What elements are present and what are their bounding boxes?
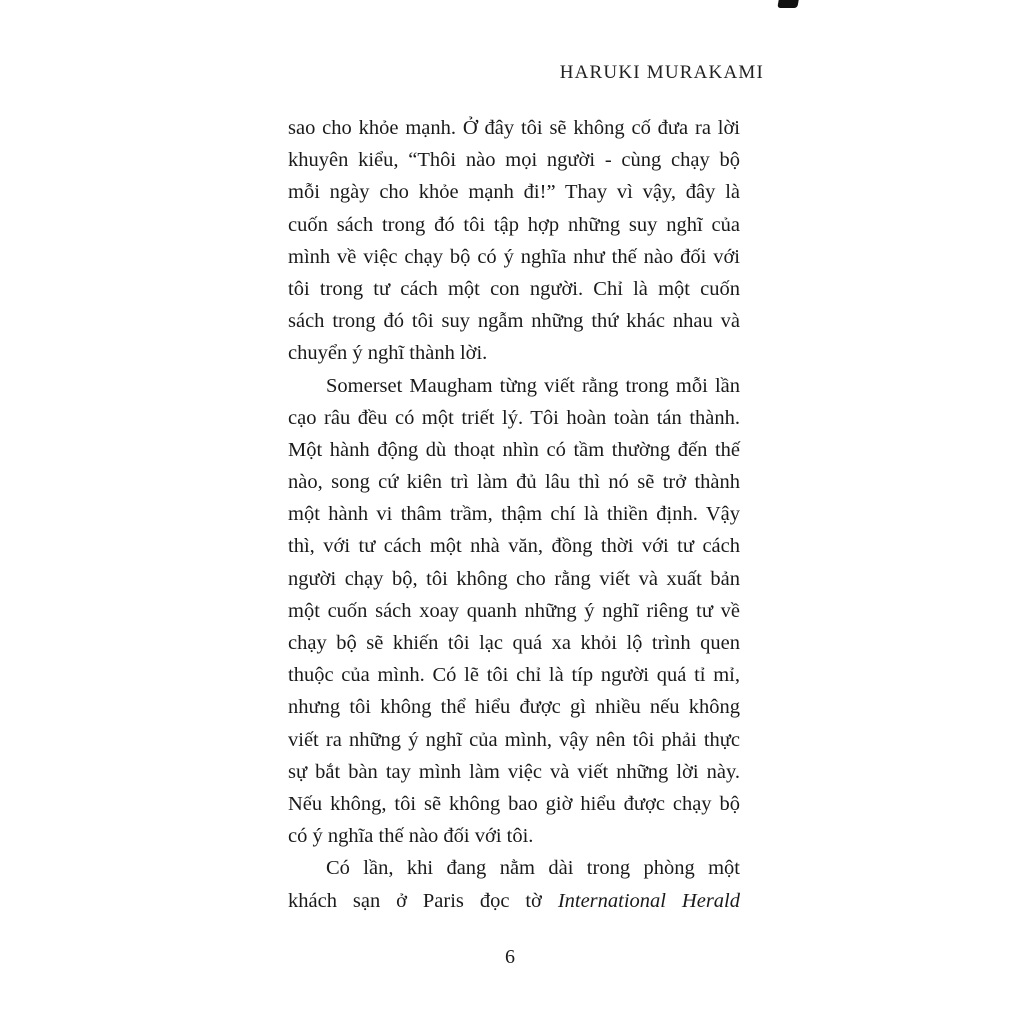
text-line: mỗi ngày cho khỏe mạnh đi!” Thay vì vậy, đây là — [288, 181, 740, 204]
text-line: có ý nghĩa thế nào đối với tôi. — [288, 825, 534, 848]
text-line: khuyên kiểu, “Thôi nào mọi người - cùng chạy bộ — [288, 149, 740, 172]
text-line: viết ra những ý nghĩ của mình, vậy nên tôi phải thực — [288, 728, 740, 751]
text-line: một cuốn sách xoay quanh những ý nghĩ riêng tư về — [288, 599, 740, 622]
text-line: người chạy bộ, tôi không cho rằng viết và xuất bản — [288, 567, 740, 590]
text-line: chạy bộ sẽ khiến tôi lạc quá xa khỏi lộ trình quen — [288, 632, 740, 654]
text-line: Somerset Maugham từng viết rằng trong mỗi lần — [326, 374, 740, 397]
text-line-roman: khách sạn ở Paris đọc tờ — [288, 889, 558, 912]
running-header-author: HARUKI MURAKAMI — [559, 62, 764, 83]
text-line: Nếu không, tôi sẽ không bao giờ hiểu được chạy bộ — [288, 792, 740, 815]
italic-newspaper-title: International Herald — [557, 889, 741, 912]
text-line: nào, song cứ kiên trì làm đủ lâu thì nó sẽ trở thành — [288, 471, 740, 494]
text-line: cuốn sách trong đó tôi tập hợp những suy nghĩ của — [288, 213, 740, 236]
page-number — [0, 946, 1024, 969]
text-line: nhưng tôi không thể hiểu được gì nhiều nếu không — [288, 696, 740, 719]
page-corner-mark — [777, 0, 798, 8]
text-line — [288, 885, 740, 917]
text-line: Một hành động dù thoạt nhìn có tầm thường đến thế — [288, 438, 740, 461]
text-line: thì, với tư cách một nhà văn, đồng thời với tư cách — [288, 535, 740, 558]
text-line: một hành vi thâm trầm, thậm chí là thiền định. Vậy — [288, 503, 740, 526]
text-line: sách trong đó tôi suy ngẫm những thứ khác nhau và — [288, 310, 740, 333]
text-line: tôi trong tư cách một con người. Chỉ là một cuốn — [288, 277, 740, 300]
page-number-value: 6 — [505, 946, 515, 968]
text-line: cạo râu đều có một triết lý. Tôi hoàn toàn tán thành. — [288, 406, 740, 429]
text-line: chuyển ý nghĩ thành lời. — [288, 342, 488, 365]
body-text — [288, 112, 740, 917]
text-line: sao cho khỏe mạnh. Ở đây tôi sẽ không cố đưa ra lời — [288, 117, 740, 139]
text-line: Có lần, khi đang nằm dài trong phòng một — [326, 857, 740, 880]
text-line: sự bắt bàn tay mình làm việc và viết những lời này. — [288, 760, 740, 783]
text-line: thuộc của mình. Có lẽ tôi chỉ là típ người quá tỉ mỉ, — [288, 664, 740, 687]
text-line: mình về việc chạy bộ có ý nghĩa như thế nào đối với — [288, 245, 740, 268]
